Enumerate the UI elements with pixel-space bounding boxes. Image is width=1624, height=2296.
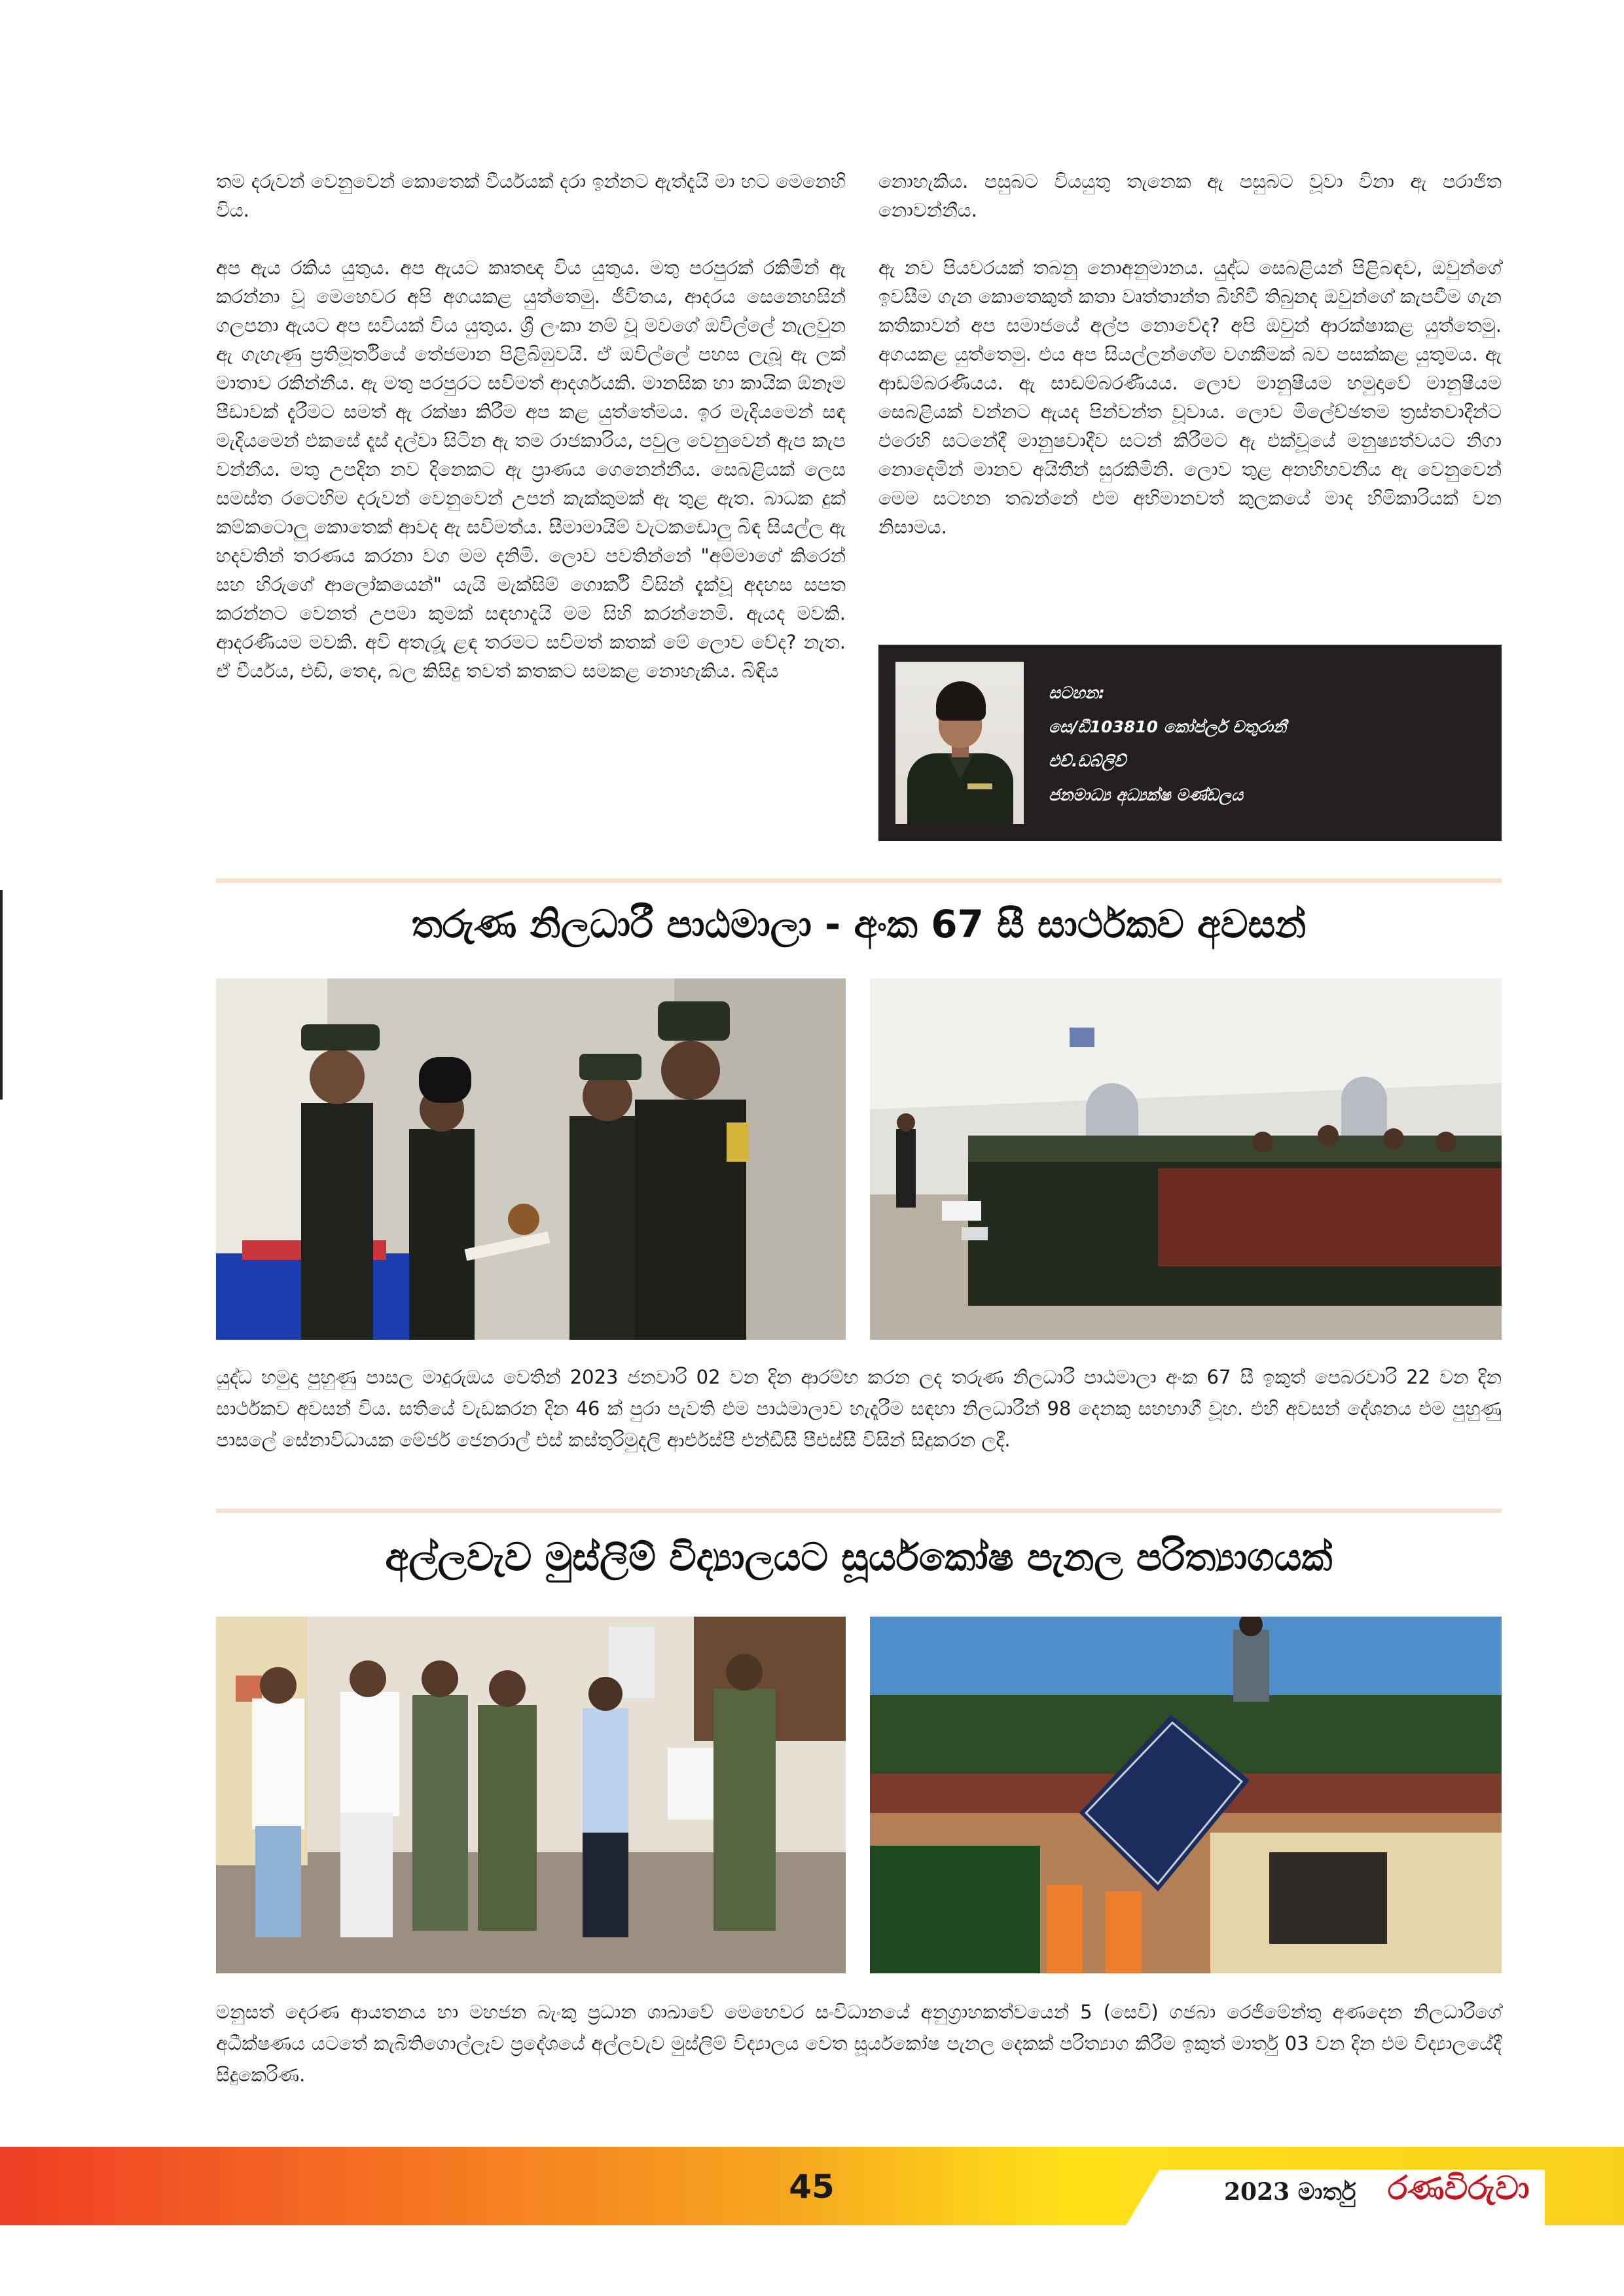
author-portrait-photo [895,662,1024,824]
section-divider [216,1509,1502,1513]
article-paragraph: තම දරුවන් වෙනුවෙන් කොතෙක් වීර්යයක් දරා ඉන්නට ඇත්දැයි මා හට මෙනෙහි විය. [216,170,846,221]
author-label: සටහන: [1049,683,1105,702]
author-box [878,645,1502,841]
article-paragraph: අප ඇය රකිය යුතුය. අප ඇයට කෘතඥ විය යුතුය. මතු පරපුරක් රකිමින් ඇ කරන්නා වූ මෙහෙවර අපි අගයකළ යුත්තෙමු. ජීවිතය, ආදරය සෙනෙහසින් ගලපනා ඇයට අප සවියක් විය යුතුය. ශ්‍රී ලංකා නම් වූ මවගේ ඔවිල්ලේ නැලවුන ඇ ගැහැණු ප්‍රතිමූර්තියේ තේජමාන පිළිබිඹුවයි. ඒ ඔවිල්ලේ පහස ලැබූ ඇ ලක් මාතාව රකින්නීය. ඇ මතු පරපුරට සවිමත් ආදර්ශයකි. මානසික හා කායික ඕනෑම පීඩාවක් දැරීමට සමත් ඇ රක්ෂා කිරීම අප කළ යුත්තේමය. ඉර මැදියමෙන් සඳ මැදියමෙන් එකසේ දෑස් දල්වා සිටින ඇ තම රාජකාරිය, පවුල වෙනුවෙන් ඇප කැප වන්නීය. මතු උපදින නව දිනෙකට ඇ ප්‍රාණය ගෙනෙන්නීය. සෙබළියක් ලෙස සමස්ත රටෙහිම දරුවන් වෙනුවෙන් උපන් කැක්කුමක් ඇ තුළ ඇත. බාධක දුක් කම්කටොලු කොතෙක් ආවද ඇ සවිමත්ය. සීමාමායිම් වැටකඩොලු බිඳ සියල්ල ඇ හදවතින් තරණය කරනා වග මම දනිමි. ලොව පවතින්නේ "අම්මාගේ කිරෙන් සහ හිරුගේ ආලෝකයෙන්" යැයි මැක්සිම් ගොර්කි විසින් දැක්වූ අදහස සපත කරන්නට වෙනත් උපමා කුමක් සඳහාදැයි මම සිහි කරන්නෙමි. ඇයද මවකි. ආදරණීයම මවකි. අවි අතැරුූ ළඳ තරමට සවිමත් කතක් මේ ලොව වේද? නැත. ඒ වීර්යය, එඩි, තෙද, බල කිසිදු තවත් කතකට සමකළ නොහැකිය. බිඳිය [216,257,846,682]
story1-headline: තරුණ නිලධාරී පාඨමාලා - අංක 67 සී සාර්ථකව අවසන් [411,902,1307,946]
author-unit: ජනමාධ්‍ය අධ්‍යක්ෂ මණ්ඩලය [1049,785,1243,804]
issue-date: 2023 මාර්තු [1224,2178,1356,2206]
section-divider [216,878,1502,883]
article-paragraph: නොහැකිය. පසුබට වියයුතු තැනෙක ඇ පසුබට වූවා විනා ඇ පරාජිත නොවන්නීය. [878,170,1502,221]
story1-photo-award [216,978,846,1340]
story2-photo-solar-panel [870,1617,1502,1973]
author-name: සෙ/ඩී103810 කෝප්ලර් චතුරානී [1049,717,1286,736]
story2-photo-group [216,1617,846,1973]
story2-headline: අල්ලවැව මුස්ලිම් විද්‍යාලයට සූර්යකෝෂ පැනල පරිත්‍යාගයක් [385,1535,1333,1579]
page-edge-mark [0,890,3,1100]
author-surname: එච්.ඩබ්ලිව් [1049,751,1126,770]
article-right-column [878,167,1502,570]
story1-caption: යුද්ධ හමුදා පුහුණු පාසල මාදුරුඔය වෙතින් 2023 ජනවාරි 02 වන දින ආරම්භ කරන ලද තරුණ නිලධාරී පාඨමාලා අංක 67 සී ඉකුත් පෙබරවාරි 22 වන දින සාර්ථකව අවසන් විය. සතියේ වැඩකරන දින 46 ක් පුරා පැවති එම පාඨමාලාව හැදෑරීම සඳහා නිලධාරීන් 98 දෙනකු සහභාගී වූහ. එහි අවසන් දේශනය එම පුහුණු පාසලේ සේනාවිධායක මේජර් ජෙනරාල් එස් කස්තුරිමුදලි ආර්එස්පී එන්ඩීසී පීඑස්සී විසින් සිදුකරන ලදී. [216,1366,1502,1451]
page-number: 45 [789,2168,835,2206]
story2-caption: මනුසත් දෙරණ ආයතනය හා මහජන බැංකු ප්‍රධාන ශාඛාවේ මෙහෙවර සංවිධානයේ අනුග්‍රාහකත්වයෙන් 5 (සෙවි) ගජබා රෙජිමේන්තු අණදෙන නිලධාරීගේ අධීක්ෂණය යටතේ කැබිතිගොල්ලෑව ප්‍රදේශයේ අල්ලවැව මුස්ලිම් විද්‍යාලය වෙත සූර්යකෝෂ පැනල දෙකක් පරිත්‍යාග කිරීම ඉකුත් මාර්තු 03 වන දින එම විද්‍යාලයේදී සිදුකෙරිණ. [216,2001,1502,2086]
author-credit [1049,676,1286,812]
article-left-column [216,167,846,714]
magazine-logo: රණවිරුවා [1388,2169,1530,2207]
article-paragraph: ඇ නව පියවරයක් තබනු නොඅනුමානය. යුද්ධ සෙබළියන් පිළිබඳව, ඔවුන්ගේ ඉවසීම ගැන කොතෙකුත් කතා වෘත්තාන්ත බිහිවී තිබුනද ඔවුන්ගේ කැපවීම ගැන කතිකාවන් අප සමාජයේ අල්ප නොවේද? අපි ඔවුන් ආරක්ෂාකළ යුත්තෙමු. අගයකළ යුත්තෙමු. එය අප සියල්ලන්ගේම වගකීමක් බව පසක්කළ යුතුමය. ඇ ආඩම්බරණීයය. ඇ සාඩම්බරණීයය. ලොව මානුෂීයම හමුදාවේ මානුෂීයම සෙබළියක් වන්නට ඇයද පින්වන්ත වූවාය. ලොව මිලේච්ඡතම ත්‍රස්තවාදීන්ට එරෙහි සටනේදී මානුෂවාදීව සටන් කිරීමට ඇ එක්වූයේ මනුෂ්‍යත්වයට නිගා නොදෙමින් මානව අයිතීන් සුරකිමිනි. ලොව තුළ අනභිභවනීය ඇ වෙනුවෙන් මෙම සටහන තබන්නේ එම අභිමානවත් කුලකයේ මාද හිමිකාරියක් වන නිසාමය. [878,257,1502,538]
story1-photo-lecture [870,978,1502,1340]
